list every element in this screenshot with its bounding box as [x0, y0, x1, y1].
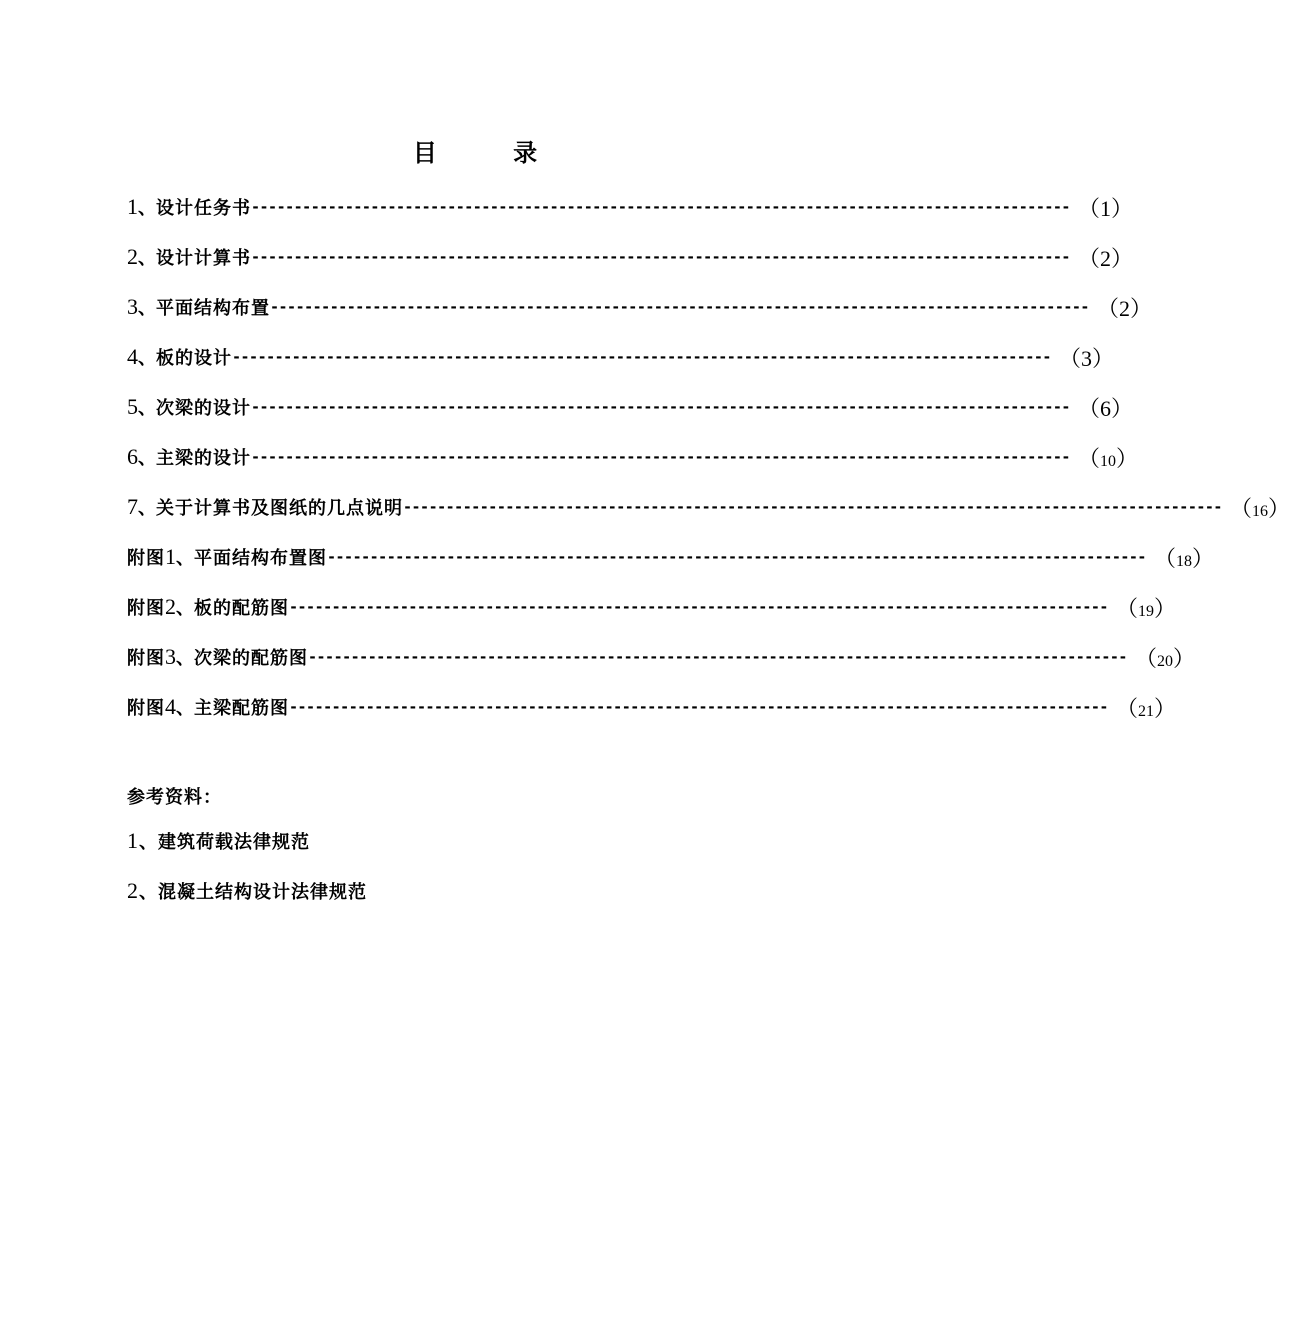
- toc-leader-dashes: ------------------------------------------------------------------------------------------------: [232, 348, 1051, 366]
- toc-entry-number: 3: [127, 294, 138, 319]
- reference-item-2: [127, 866, 767, 916]
- references-section: [127, 780, 767, 916]
- toc-leader-dashes: ------------------------------------------------------------------------------------------------: [403, 498, 1222, 516]
- toc-entry-page: （21）: [1115, 695, 1176, 721]
- toc-entry-number: 2: [165, 594, 176, 619]
- toc-entry-6[interactable]: [127, 432, 1138, 482]
- table-of-contents: [127, 182, 1290, 732]
- reference-separator: 、: [139, 832, 158, 853]
- toc-entry-page: （2）: [1077, 245, 1133, 271]
- toc-appendix-prefix: 附图: [127, 698, 165, 719]
- references-title: 参考资料：: [127, 787, 222, 808]
- toc-leader-dashes: ------------------------------------------------------------------------------------------------: [251, 398, 1070, 416]
- toc-entry-page: （3）: [1058, 345, 1114, 371]
- toc-entry-7[interactable]: [127, 482, 1290, 532]
- toc-entry-number: 1: [165, 544, 176, 569]
- toc-appendix-3[interactable]: [127, 632, 1195, 682]
- toc-appendix-4[interactable]: [127, 682, 1176, 732]
- toc-entry-number: 2: [127, 244, 138, 269]
- toc-entry-separator: 、: [138, 398, 156, 419]
- toc-entry-3[interactable]: [127, 282, 1152, 332]
- toc-appendix-prefix: 附图: [127, 548, 165, 569]
- toc-leader-dashes: ------------------------------------------------------------------------------------------------: [251, 198, 1070, 216]
- reference-text: 建筑荷载法律规范: [158, 832, 310, 853]
- toc-entry-page: （19）: [1115, 595, 1176, 621]
- toc-entry-separator: 、: [176, 648, 194, 669]
- toc-entry-separator: 、: [176, 698, 194, 719]
- toc-entry-number: 4: [127, 344, 138, 369]
- toc-leader-dashes: ------------------------------------------------------------------------------------------------: [251, 248, 1070, 266]
- toc-entry-separator: 、: [138, 298, 156, 319]
- toc-entry-title: 主梁配筋图: [194, 698, 289, 719]
- toc-entry-page: （20）: [1134, 645, 1195, 671]
- toc-entry-title: 平面结构布置: [156, 298, 270, 319]
- toc-entry-number: 7: [127, 494, 138, 519]
- reference-text: 混凝土结构设计法律规范: [158, 882, 367, 903]
- toc-entry-page: （1）: [1077, 195, 1133, 221]
- toc-entry-page: （16）: [1229, 495, 1290, 521]
- toc-entry-separator: 、: [176, 598, 194, 619]
- toc-entry-number: 3: [165, 644, 176, 669]
- toc-leader-dashes: ------------------------------------------------------------------------------------------------: [289, 598, 1108, 616]
- toc-entry-5[interactable]: [127, 382, 1133, 432]
- toc-entry-page: （2）: [1096, 295, 1152, 321]
- toc-appendix-prefix: 附图: [127, 598, 165, 619]
- toc-entry-number: 1: [127, 194, 138, 219]
- toc-entry-title: 次梁的配筋图: [194, 648, 308, 669]
- toc-entry-separator: 、: [138, 248, 156, 269]
- toc-entry-title: 主梁的设计: [156, 448, 251, 469]
- toc-entry-page: （6）: [1077, 395, 1133, 421]
- reference-item-1: [127, 816, 767, 866]
- toc-entry-number: 6: [127, 444, 138, 469]
- toc-entry-separator: 、: [138, 348, 156, 369]
- toc-entry-title: 设计任务书: [156, 198, 251, 219]
- toc-entry-title: 设计计算书: [156, 248, 251, 269]
- toc-leader-dashes: ------------------------------------------------------------------------------------------------: [308, 648, 1127, 666]
- toc-entry-separator: 、: [138, 498, 156, 519]
- toc-entry-page: （18）: [1153, 545, 1214, 571]
- reference-separator: 、: [139, 882, 158, 903]
- toc-entry-title: 关于计算书及图纸的几点说明: [156, 498, 403, 519]
- toc-entry-1[interactable]: [127, 182, 1133, 232]
- toc-entry-4[interactable]: [127, 332, 1114, 382]
- reference-number: 2: [127, 878, 139, 903]
- toc-entry-separator: 、: [138, 448, 156, 469]
- toc-leader-dashes: ------------------------------------------------------------------------------------------------: [270, 298, 1089, 316]
- toc-entry-page: （10）: [1077, 445, 1138, 471]
- toc-entry-number: 4: [165, 694, 176, 719]
- toc-leader-dashes: ------------------------------------------------------------------------------------------------: [289, 698, 1108, 716]
- toc-entry-separator: 、: [138, 198, 156, 219]
- toc-entry-title: 板的配筋图: [194, 598, 289, 619]
- toc-entry-number: 5: [127, 394, 138, 419]
- page-title: 目 录: [412, 139, 572, 167]
- toc-leader-dashes: ------------------------------------------------------------------------------------------------: [251, 448, 1070, 466]
- toc-appendix-prefix: 附图: [127, 648, 165, 669]
- toc-leader-dashes: ------------------------------------------------------------------------------------------------: [327, 548, 1146, 566]
- toc-entry-title: 平面结构布置图: [194, 548, 327, 569]
- toc-entry-separator: 、: [176, 548, 194, 569]
- reference-number: 1: [127, 828, 139, 853]
- toc-entry-title: 次梁的设计: [156, 398, 251, 419]
- toc-entry-2[interactable]: [127, 232, 1133, 282]
- toc-appendix-2[interactable]: [127, 582, 1176, 632]
- toc-entry-title: 板的设计: [156, 348, 232, 369]
- toc-appendix-1[interactable]: [127, 532, 1214, 582]
